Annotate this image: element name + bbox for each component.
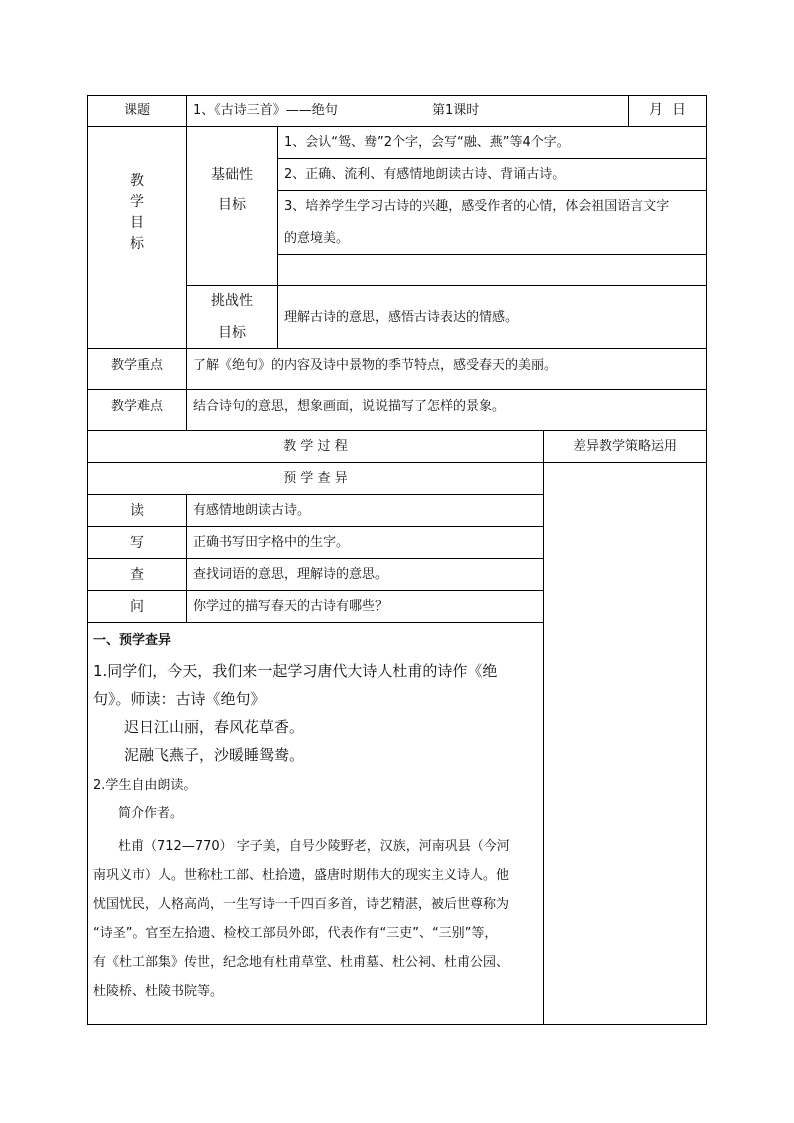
preview-row-label: 查: [130, 567, 144, 583]
body-paragraph: 简介作者。: [118, 806, 184, 821]
rule: [87, 590, 544, 591]
basic-goal-label-1: 基础性: [211, 167, 253, 183]
basic-goal-item: 1、会认“鸳、鸯”2个字，会写“融、燕”等4个字。: [284, 135, 570, 150]
rule: [87, 622, 544, 623]
basic-goal-label-2: 目标: [218, 197, 246, 213]
bio-line: 有《杜工部集》传世，纪念地有杜甫草堂、杜甫墓、杜公祠、杜甫公园、: [93, 955, 510, 970]
bio-line: 杜甫（712—770） 字子美，自号少陵野老，汉族，河南巩县（今河: [118, 839, 510, 854]
rule: [87, 558, 544, 559]
rule: [187, 285, 707, 286]
challenge-goal-label-2: 目标: [218, 325, 246, 341]
date-field: 月 日: [649, 102, 686, 118]
preview-row-text: 你学过的描写春天的古诗有哪些？: [193, 599, 389, 614]
rule: [186, 494, 187, 623]
topic-label: 课题: [123, 103, 150, 118]
rule: [87, 1024, 707, 1025]
topic-value: 1、《古诗三首》——绝句: [193, 103, 338, 118]
basic-goal-item: 的意境美。: [284, 231, 350, 246]
rule: [277, 254, 707, 255]
body-paragraph: 2.学生自由朗读。: [93, 778, 197, 793]
challenge-goal-text: 理解古诗的意思，感悟古诗表达的情感。: [284, 310, 519, 325]
poem-line: 泥融飞燕子，沙暖睡鸳鸯。: [124, 746, 305, 764]
strategy-header: 差异教学策略运用: [572, 439, 677, 454]
challenge-goal-label-1: 挑战性: [211, 293, 253, 309]
preview-title: 预 学 查 异: [283, 471, 348, 486]
key-point-text: 了解《绝句》的内容及诗中景物的季节特点，感受春天的美丽。: [193, 358, 558, 373]
rule: [186, 95, 187, 431]
preview-row-text: 正确书写田字格中的生字。: [193, 535, 350, 550]
key-point-label: 教学重点: [110, 358, 163, 373]
bio-line: “诗圣”。官至左拾遗、检校工部员外郎，代表作有“三吏”、“三别”等，: [93, 926, 498, 941]
lesson-number: 第1课时: [432, 103, 480, 118]
body-paragraph: 句》。师读：古诗《绝句》: [93, 690, 266, 708]
preview-row-label: 读: [130, 503, 144, 519]
preview-row-label: 问: [130, 599, 144, 615]
goals-section-label-4: 标: [130, 236, 144, 252]
preview-row-text: 有感情地朗读古诗。: [193, 503, 311, 518]
bio-line: 忧国忧民，人格高尚，一生写诗一千四百多首，诗艺精湛，被后世尊称为: [93, 897, 510, 912]
rule: [87, 494, 544, 495]
rule: [87, 430, 707, 431]
basic-goal-item: 3、培养学生学习古诗的兴趣，感受作者的心情，体会祖国语言文字: [284, 199, 670, 214]
goals-section-label-2: 学: [130, 194, 144, 210]
rule: [706, 95, 707, 1025]
bio-line: 南巩义市）人。世称杜工部、杜拾遗，盛唐时期伟大的现实主义诗人。他: [93, 868, 510, 883]
rule: [87, 462, 707, 463]
rule: [277, 126, 278, 349]
rule: [87, 126, 707, 127]
difficulty-label: 教学难点: [110, 399, 163, 414]
goals-section-label-1: 教: [130, 173, 144, 189]
preview-row-label: 写: [130, 535, 144, 551]
section-heading: 一、预学查异: [93, 633, 172, 648]
rule: [277, 158, 707, 159]
preview-row-text: 查找词语的意思，理解诗的意思。: [193, 567, 389, 582]
rule: [87, 389, 707, 390]
rule: [277, 190, 707, 191]
rule: [87, 526, 544, 527]
body-paragraph: 1.同学们，今天，我们来一起学习唐代大诗人杜甫的诗作《绝: [93, 662, 498, 680]
goals-section-label-3: 目: [130, 215, 144, 231]
difficulty-text: 结合诗句的意思，想象画面，说说描写了怎样的景象。: [193, 399, 506, 414]
rule: [87, 348, 707, 349]
process-header: 教 学 过 程: [283, 439, 348, 454]
rule: [543, 430, 544, 1025]
bio-line: 杜陵桥、杜陵书院等。: [93, 984, 224, 999]
rule: [87, 95, 707, 96]
poem-line: 迟日江山丽，春风花草香。: [124, 718, 305, 736]
basic-goal-item: 2、正确、流利、有感情地朗读古诗、背诵古诗。: [284, 167, 566, 182]
